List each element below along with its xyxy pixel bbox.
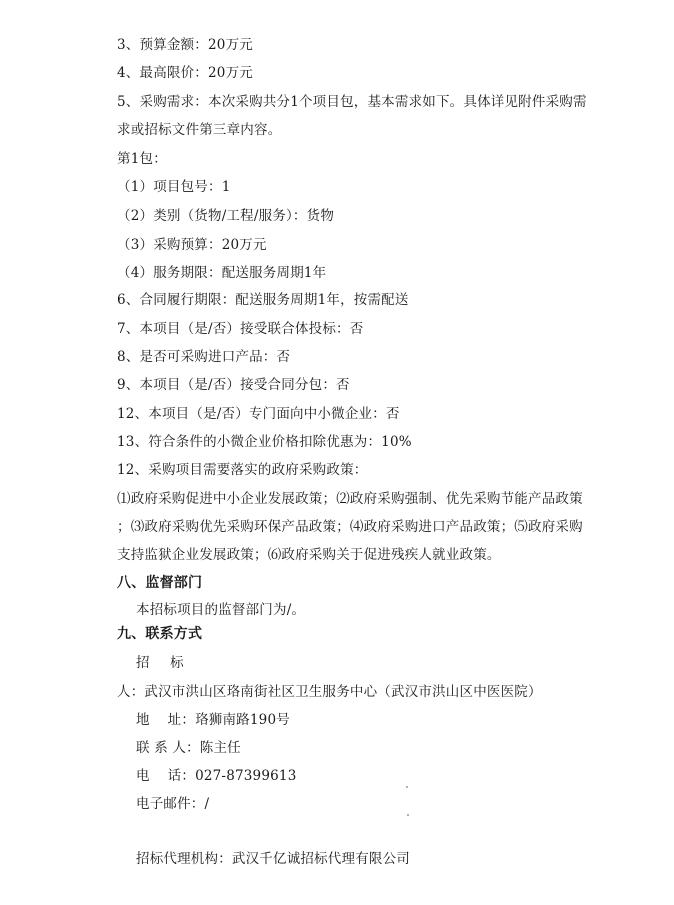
package-number: （1）项目包号：1 <box>117 179 231 195</box>
policies-title: 12、采购项目需要落实的政府采购政策： <box>117 462 368 478</box>
policies-line-2: ；⑶政府采购优先采购环保产品政策；⑷政府采购进口产品政策；⑸政府采购 <box>117 519 583 535</box>
supervision-text: 本招标项目的监督部门为/。 <box>136 602 306 618</box>
package-service-period: （4）服务期限：配送服务周期1年 <box>117 265 327 281</box>
item-subcontract: 9、本项目（是/否）接受合同分包：否 <box>117 377 350 393</box>
contact-address: 地 址：珞狮南路190号 <box>136 712 290 728</box>
scan-speck <box>407 814 409 816</box>
item-budget: 3、预算金额：20万元 <box>117 37 253 53</box>
item-consortium: 7、本项目（是/否）接受联合体投标：否 <box>117 321 364 337</box>
policies-line-3: 支持监狱企业发展政策；⑹政府采购关于促进残疾人就业政策。 <box>117 547 501 563</box>
contact-phone: 电 话：027-87399613 <box>136 768 297 784</box>
policies-line-1: ⑴政府采购促进中小企业发展政策；⑵政府采购强制、优先采购节能产品政策 <box>117 491 583 507</box>
contact-person: 联 系 人：陈主任 <box>136 740 241 756</box>
item-demand-line-2: 求或招标文件第三章内容。 <box>117 122 282 138</box>
item-contract-period: 6、合同履行期限：配送服务周期1年，按需配送 <box>117 292 409 308</box>
item-demand-line-1: 5、采购需求：本次采购共分1个项目包，基本需求如下。具体详见附件采购需 <box>117 94 587 110</box>
tenderer-name: 人：武汉市洪山区珞南街社区卫生服务中心（武汉市洪山区中医医院） <box>117 684 542 700</box>
tenderer-label: 招 标 <box>136 655 188 671</box>
scan-speck <box>406 786 408 788</box>
item-sme-discount: 13、符合条件的小微企业价格扣除优惠为：10% <box>117 434 412 450</box>
package-title: 第1包： <box>117 151 167 167</box>
package-budget: （3）采购预算：20万元 <box>117 237 267 253</box>
item-max-price: 4、最高限价：20万元 <box>117 65 253 81</box>
contact-heading: 九、联系方式 <box>117 626 203 642</box>
contact-email: 电子邮件：/ <box>136 796 210 812</box>
tender-agency: 招标代理机构：武汉千亿诚招标代理有限公司 <box>136 851 410 867</box>
package-category: （2）类别（货物/工程/服务）：货物 <box>117 208 335 224</box>
item-sme-only: 12、本项目（是/否）专门面向中小微企业：否 <box>117 406 400 422</box>
item-imported-products: 8、是否可采购进口产品：否 <box>117 349 291 365</box>
supervision-heading: 八、监督部门 <box>117 575 203 591</box>
